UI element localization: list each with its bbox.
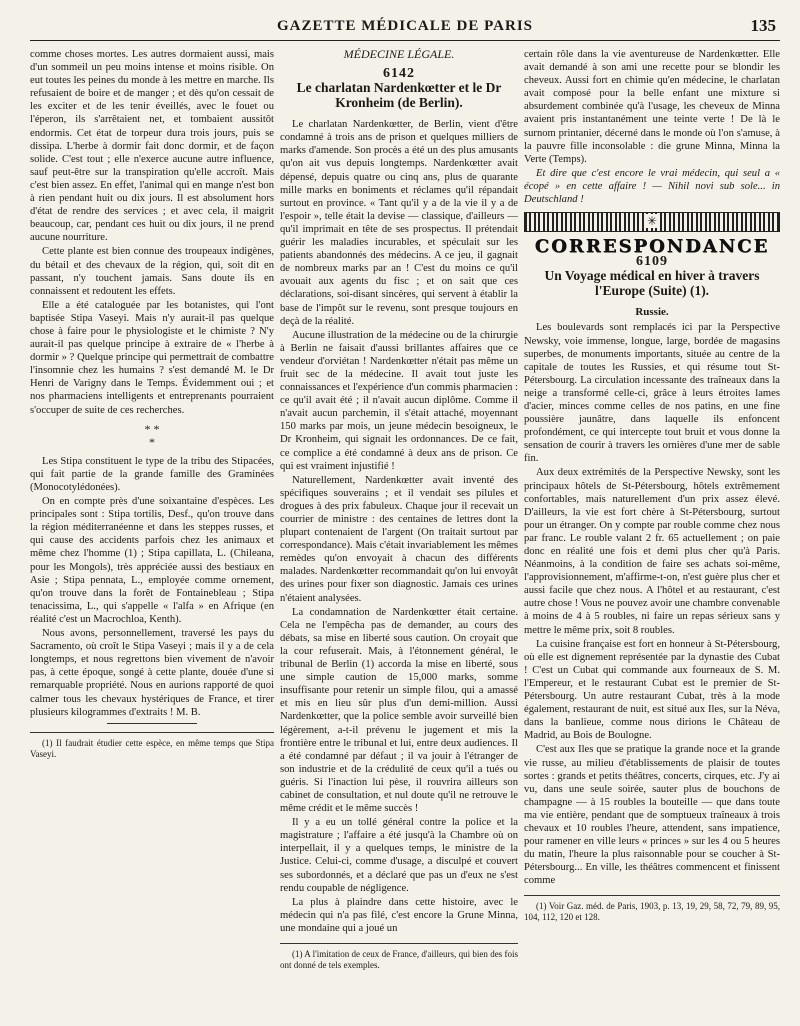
paragraph: Aucune illustration de la médecine ou de la chirurgie à Berlin ne faisait d'aussi brillantes affaires que ce vendeur d'orviétan ! Nardenkœtter n'était pas même un fruit sec de la médecine. Il avait tout juste les connaissances et l'expérience d'un commis pharmacien : ce qu'il avait été ; il n'avait aucun diplôme. Comme il n'avait aucun parchemin, il s'était attaché, moyennant 150 marks par mois, un jeune médecin besoigneux, le Dr Kronheim, qui signait les ordonnances. De ce fait, ce complice a été condamné à deux ans de prison. Ce qui est vraiment injustifié ! xyxy=(280,329,518,472)
section-stars: * * * xyxy=(144,421,160,449)
paragraph: Le charlatan Nardenkœtter, de Berlin, vient d'être condamné à trois ans de prison et quelques milliers de marks d'amende. Son procès a été un des plus amusants qu'on ait vus depuis longtemps. Nardenkœtter avait dépensé, depuis quatre ou cinq ans, plus de quarante mille marks en boniments et réclames qu'il répandait surtout en province. « Tant qu'il y a de la vie il y a de l'espoir », telle était la devise — classique, d'ailleurs — qu'il imprimait en tête de ses prospectus. Il prétendait guérir les maladies incurables, et spéculait sur les patients abandonnés des médecins. A ce jeu, il gagnait de nombreux marks par an ! C'est du moins ce qu'il avouait aux agents du fisc ; et on sait que ces déclarations, soi-disant sincères, qui servent à établir la base de l'impôt sur le revenu, sont presque toujours en deçà de la réalité. xyxy=(280,119,518,327)
paragraph: Les boulevards sont remplacés ici par la Perspective Newsky, voie immense, longue, large, bordée de magasins superbes, de monuments importants, située au centre de la capitale de toutes les Russies, et qui résume tout St-Pétersbourg. La circulation incessante des traîneaux dans la neige a transformé celle-ci, grâce à leurs étroites lames d'acier, minces comme celles de nos patins, en une fine poussière jaunâtre, dans laquelle ils enfoncent profondément, ce qui intercepte tout bruit et vous donne la sensation de courir à travers les ornières d'une mer de sable fin. xyxy=(524,322,780,465)
paragraph: La plus à plaindre dans cette histoire, avec le médecin qui n'a pas filé, c'est encore la Grune Minna, une mondaine qui a joué un xyxy=(280,896,518,934)
paragraph: C'est aux Iles que se pratique la grande noce et la grande vie russe, au milieu d'établissements de plaisir de toutes sortes : grands et petits théâtres, concerts, cirques, etc. J'y ai vu, dans une seule soirée, sauter plus de bouchons de champagne — à 15 roubles la bouteille — que dans toute ma vie entière, pendant que de somptueux traîneaux à trois chevaux et 10 roubles l'heure, attendent, sans impatience, pour ramener en ville leurs « princes » sur les 4 ou 5 heures du matin, l'heure la plus raisonnable pour se coucher à St-Pétersbourg... En ville, les théâtres commencent et finissent comme xyxy=(524,744,780,887)
paragraph: Elle a été cataloguée par les botanistes, qui l'ont baptisée Stipa Vaseyi. Mais n'y aurait-il pas quelque chose à faire pour le physiologiste et le chimiste ? N'y aurait-il pas quelque principe à extraire de « l'herbe à dormir » ? Quelque principe qui permettrait de combattre l'insomnie chez les humains ? s'est demandé M. le Dr Henri de Varigny dans le Temps. Évidemment oui ; et nos pharmaciens intelligents et entreprenants pourraient s'occuper de suite de ces recherches. xyxy=(30,299,274,416)
subsection-heading: Russie. xyxy=(635,306,669,319)
paragraph: certain rôle dans la vie aventureuse de Nardenkœtter. Elle avait demandé à son ami une recette pour se blondir les cheveux. Aussi fort en chimie qu'en médecine, le charlatan avait composé pour la belle enfant une mixture si absurdement combinée qu'à l'usage, les cheveux de Minna avaient pris instantanément une teinte verte ! De là le surnom printanier, décerné dans le monde où l'on s'amuse, à la pauvre fille inconsolable : die grune Minna, Minna la Verte (Temps). xyxy=(524,49,780,165)
article-number: 6109 xyxy=(636,254,668,270)
page-header xyxy=(30,14,780,41)
footnote-rule xyxy=(30,732,274,733)
paragraph: La cuisine française est fort en honneur à St-Pétersbourg, où elle est dignement représentée par la dynastie des Cubat ! C'est un Cubat qui commande aux fourneaux de S. M. l'Empereur, et le restaurant Cubat est le premier de St-Pétersbourg. Un autre restaurant Cubat, très à la mode également, restaurant de nuit, est situé aux Iles, sur la Néva, dans la banlieue, comme nous dirions le Château de Madrid, au Bois de Boulogne. xyxy=(524,638,780,742)
footnote: (1) Il faudrait étudier cette espèce, en même temps que Stipa Vaseyi. xyxy=(30,737,274,759)
ornamental-band xyxy=(524,212,780,232)
article-number: 6142 xyxy=(383,66,415,82)
paragraph: Les Stipa constituent le type de la tribu des Stipacées, qui fait partie de la grande famille des Graminées (Monocotylédonées). xyxy=(30,455,274,493)
section-heading: MÉDECINE LÉGALE. xyxy=(343,48,455,61)
ornament-icon: ✳ xyxy=(644,214,660,228)
page-number: 135 xyxy=(750,16,776,35)
paragraph: Il y a eu un tollé général contre la police et la magistrature ; l'affaire a été jusqu'à la Chambre où on interpellait, il y a quelques temps, le ministre de la Justice. Celui-ci, comme d'usage, a disculpé et couvert ses subordonnés, et a déclaré que pas un d'eux ne s'est rendu coupable de négligence. xyxy=(280,817,518,894)
paragraph: comme choses mortes. Les autres dormaient aussi, mais d'un sommeil un peu moins intense et moins risible. On eut toutes les peines du monde à les mettre en marche. Ils refusaient de boire et de manger ; et dès qu'on cessait de les exciter et de les tenir éveillés, avec le fouet ou l'éperon, ils s'arrêtaient net, et tombaient aussitôt endormis. Cet état de torpeur dura trois jours, puis se dissipa. L'herbe à dormir fait donc dormir, et de façon solide. C'est tout ; elle n'exerce aucune autre influence, sauf peut-être sur la transpiration qu'elle accroît. Mais c'est bien assez. En effet, l'animal qui en mange n'est bon à rien pendant huit ou dix jours. Il est absolument hors d'état de rendre des services ; et avec cela, il maigrit beaucoup, car, pendant ces huit ou dix jours, il ne prend aucune nourriture. xyxy=(30,49,274,244)
paragraph: Nous avons, personnellement, traversé les pays du Sacramento, où croît le Stipa Vaseyi ; mais il y a de cela longtemps, et nous regrettons bien vivement de n'avoir pas, à cette époque, songé à cette plante, douée d'une si remarquable propriété. Nous en aurions rapporté de quoi calmer tous les chevaux hystériques de France, et tirer plusieurs kilogrammes d'extraits ! M. B. xyxy=(30,628,274,718)
column-3 xyxy=(524,48,780,1016)
footnote: (1) A l'imitation de ceux de France, d'ailleurs, qui bien des fois ont donné de tels exemples. xyxy=(280,949,518,970)
paragraph: Et dire que c'est encore le vrai médecin, qui seul a « écopé » en cette affaire ! — Nihil novi sub sole... in Deutschland ! xyxy=(524,167,780,206)
journal-title: GAZETTE MÉDICALE DE PARIS xyxy=(276,18,533,34)
article-title: Un Voyage médical en hiver à travers l'Europe (Suite) (1). xyxy=(544,268,760,299)
footnote: (1) Voir Gaz. méd. de Paris, 1903, p. 13, 19, 29, 58, 72, 79, 89, 95, 104, 112, 120 et 128. xyxy=(524,901,780,923)
footnote-rule xyxy=(524,895,780,896)
separator-rule xyxy=(107,723,197,724)
paragraph: Cette plante est bien connue des troupeaux indigènes, du bétail et des chevaux de la région, qui, soit dit en passant, n'y touchent jamais. Sans doute ils en connaissent et redoutent les effets. xyxy=(30,246,274,297)
article-title: Le charlatan Nardenkœtter et le Dr Kronheim (de Berlin). xyxy=(296,80,502,111)
paragraph: Aux deux extrémités de la Perspective Newsky, sont les principaux hôtels de St-Pétersbourg, hôtels extrêmement confortables, mais naturellement d'un prix assez élevé. D'ailleurs, la vie est fort chère à St-Pétersbourg, surtout pour un étranger. On y compte par rouble comme chez nous par franc. Le rouble valant 2 fr. 65 actuellement ; on paie donc en réalité une fois et demi plus cher qu'à Paris. Néanmoins, à la condition de faire ses achats soi-même, l'approvisionnement, m'affirme-t-on, n'est guère plus cher et aussi facile que chez nous. A l'hôtel et au restaurant, c'est autre chose ! Vous ne pouvez avoir une chambre convenable à moins de 4 à 5 roubles, ni faire un repas sérieux sans y mettre le même prix, soit 8 roubles. xyxy=(524,467,780,636)
section-heading: CORRESPONDANCE xyxy=(534,236,770,258)
footnote-rule xyxy=(280,943,518,944)
paragraph: On en compte près d'une soixantaine d'espèces. Les principales sont : Stipa tortilis, Desf., qu'on trouve dans la région méditerranéenne et dans les steppes russes, et qui cause des accidents parfois chez les animaux et même chez l'homme (1) ; Stipa capillata, L. (Chileana, pour les Mongols), très appréciée aussi des bestiaux en Asie ; Stipa pennata, L., employée comme ornement, qu'on trouve dans la forêt de Fontainebleau ; Stipa tenacissima, L., qui s'appelle « l'alfa » en Afrique (en réalité c'est un Macrochloa, Kenth). xyxy=(30,496,274,625)
paragraph: Naturellement, Nardenkœtter avait inventé des spécifiques souverains ; et il vendait ses pilules et drogues à des prix fabuleux. Chaque jour il recevait un courrier de ministre : des centaines de lettres dont la plupart contenaient de l'argent (On traitait surtout par correspondance). Mais c'était invariablement les mêmes remèdes qu'on envoyait à chacun des différents malades. Nardenkœtter recommandait qu'on lui envoyât des urines pour fixer son diagnostic. Jamais ces urines n'étaient analysées. xyxy=(280,474,518,604)
paragraph: La condamnation de Nardenkœtter était certaine. Cela ne l'empêcha pas de demander, au cours des débats, sa mise en liberté sous caution. On croyait que la cour refuserait. Mais, à l'étonnement général, le tribunal de Berlin (1) accorda la mise en liberté, sous une simple caution de 15,000 marks, somme insuffisante pour retenir un simple filou, qui a amassé et mis en lieu sûr plus d'un demi-million. Aussi Nardenkœtter, que la police semble avoir surveillé bien légèrement, a-t-il prévenu le jugement et mis la frontière entre le tribunal et lui, entre deux audiences. Il a été condamné par défaut ; il va jouir à l'étranger de son industrie et de la crédulité de ceux qu'il a tués ou guéris. Si l'inaction lui pèse, il rouvrira ailleurs son cabinet de consultation, et nul doute qu'il ne retrouve le même crédit et le même succès ! xyxy=(280,606,518,815)
column-2 xyxy=(280,48,518,1016)
column-1 xyxy=(30,48,274,1016)
